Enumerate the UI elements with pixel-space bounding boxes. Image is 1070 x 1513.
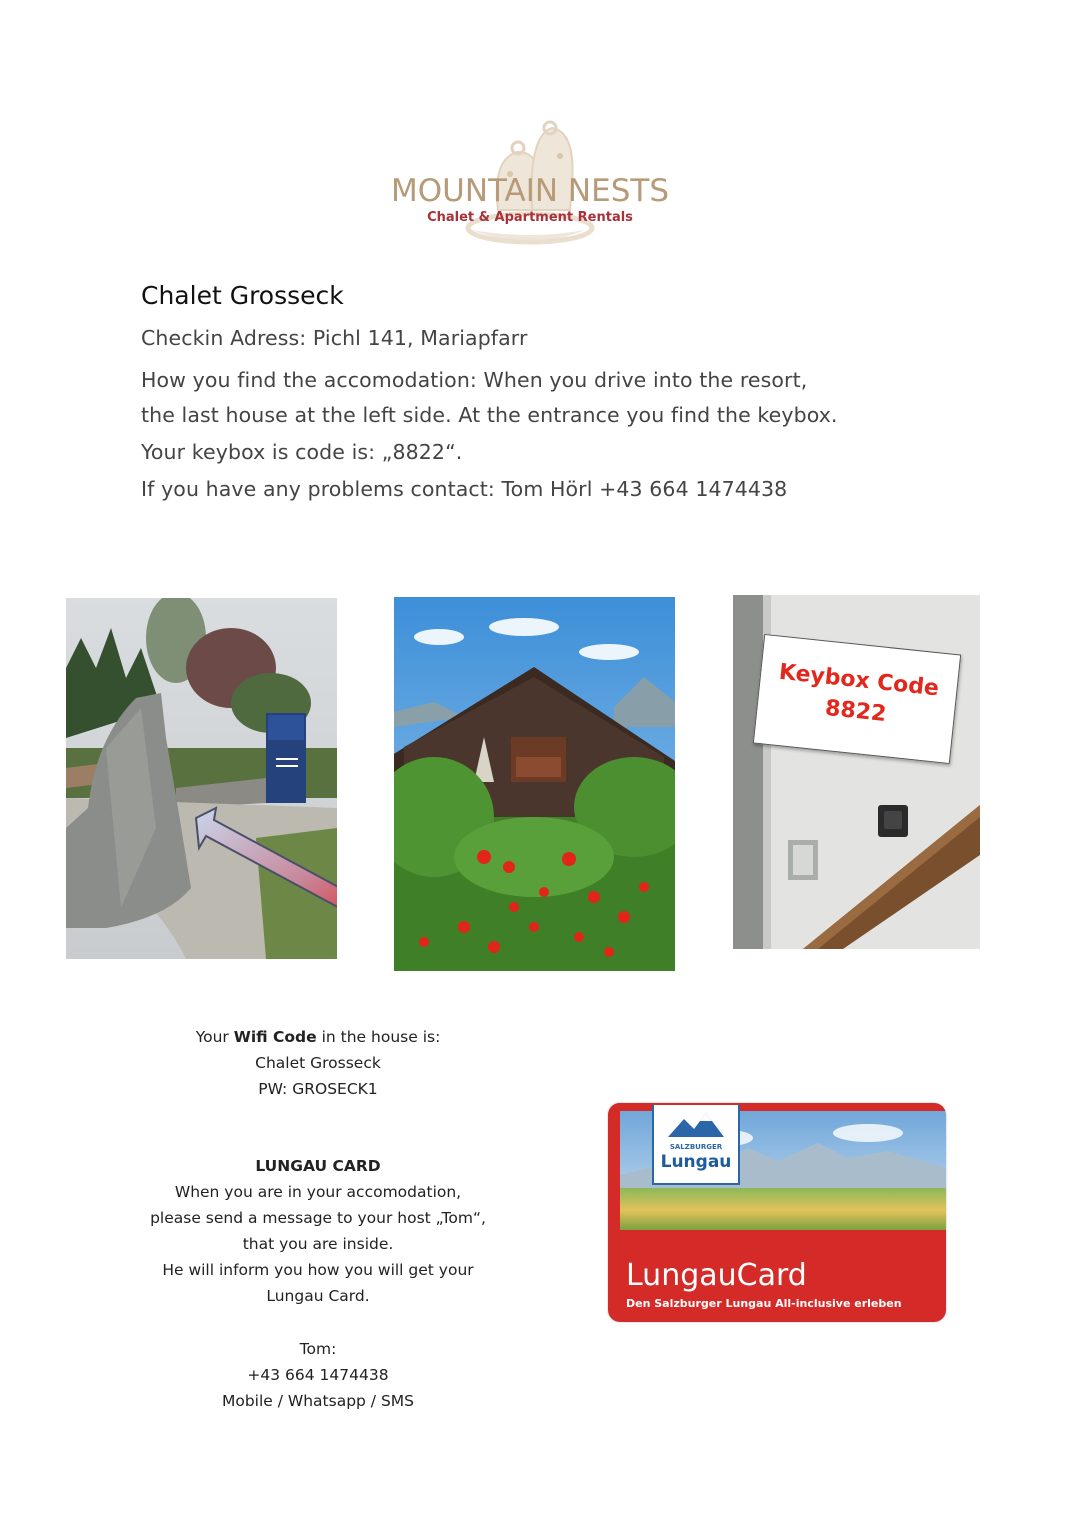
checkin-address: Checkin Adress: Pichl 141, Mariapfarr xyxy=(141,326,528,350)
lungau-heading: LUNGAU CARD xyxy=(255,1157,381,1175)
page-title: Chalet Grosseck xyxy=(141,281,344,310)
lungau-line-5: Lungau Card. xyxy=(266,1287,370,1305)
badge-name-text: Lungau xyxy=(660,1152,732,1172)
chalet-photo xyxy=(394,597,675,971)
keybox-code-sign xyxy=(753,634,961,764)
contact-name: Tom: xyxy=(299,1340,337,1358)
logo-name: MOUNTAIN NESTS xyxy=(390,173,670,209)
wifi-intro: Your Wifi Code in the house is: xyxy=(195,1028,441,1046)
salzburger-lungau-badge xyxy=(652,1105,740,1185)
lungau-line-1: When you are in your accomodation, xyxy=(174,1183,462,1201)
keybox-sign-code: 8822 xyxy=(823,695,888,728)
keybox-sign-label: Keybox Code xyxy=(777,659,941,702)
wifi-code-label: Wifi Code xyxy=(233,1028,317,1046)
wifi-password: PW: GROSECK1 xyxy=(258,1080,378,1098)
keybox-code-line: Your keybox is code is: „8822“. xyxy=(141,440,463,464)
logo-tagline: Chalet & Apartment Rentals xyxy=(427,210,633,225)
wifi-network: Chalet Grosseck xyxy=(255,1054,381,1072)
contact-line: If you have any problems contact: Tom Hörl +43 664 1474438 xyxy=(141,477,788,501)
lungau-line-2: please send a message to your host „Tom“, xyxy=(150,1209,486,1227)
lungau-line-4: He will inform you how you will get your xyxy=(162,1261,474,1279)
lungau-card-image xyxy=(608,1103,946,1322)
directions-line-2: the last house at the left side. At the entrance you find the keybox. xyxy=(141,403,838,427)
badge-top-text: SALZBURGER xyxy=(669,1143,723,1151)
contact-phone: +43 664 1474438 xyxy=(247,1366,389,1384)
card-subtitle: Den Salzburger Lungau All-inclusive erleben xyxy=(626,1297,902,1310)
mountain-nests-logo xyxy=(380,118,680,248)
card-brand: LungauCard xyxy=(626,1258,807,1293)
directions-line-1: How you find the accomodation: When you drive into the resort, xyxy=(141,368,808,392)
entrance-stone-photo xyxy=(66,598,337,959)
lungau-line-3: that you are inside. xyxy=(242,1235,394,1253)
contact-channels: Mobile / Whatsapp / SMS xyxy=(221,1392,415,1410)
